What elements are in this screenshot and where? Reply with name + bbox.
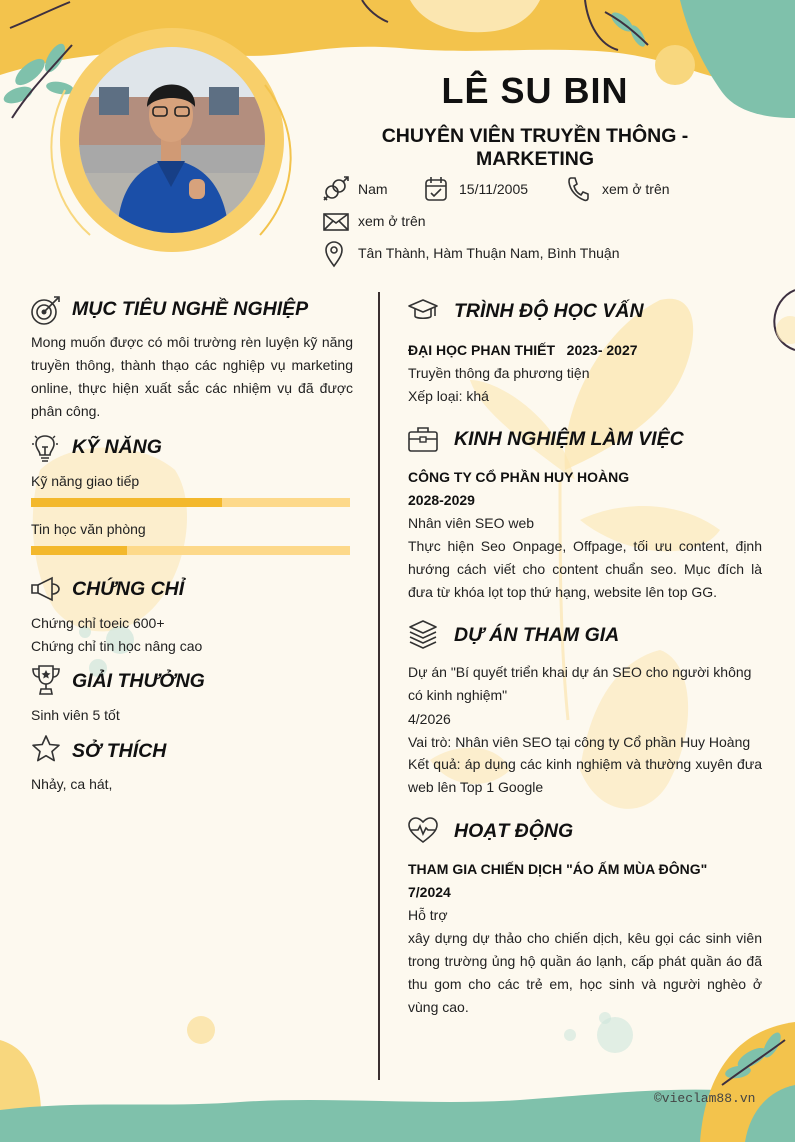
education-rank: Xếp loại: khá bbox=[408, 388, 489, 404]
education-major: Truyền thông đa phương tiện bbox=[408, 365, 590, 381]
skill-bar-fill bbox=[31, 546, 127, 555]
experience-company: CÔNG TY CỔ PHẦN HUY HOÀNG bbox=[408, 469, 630, 485]
section-title-projects: DỰ ÁN THAM GIA bbox=[454, 624, 620, 646]
section-title-activities: HOẠT ĐỘNG bbox=[454, 820, 574, 842]
avatar bbox=[79, 47, 265, 233]
section-title-hobbies: SỞ THÍCH bbox=[72, 740, 167, 762]
section-title-objective: MỤC TIÊU NGHỀ NGHIỆP bbox=[72, 298, 309, 320]
target-icon bbox=[30, 294, 62, 326]
skill-bar bbox=[31, 546, 350, 555]
section-title-certificates: CHỨNG CHỈ bbox=[72, 578, 185, 600]
calendar-icon bbox=[424, 176, 448, 202]
section-title-education: TRÌNH ĐỘ HỌC VẤN bbox=[454, 300, 644, 322]
portrait-photo bbox=[79, 47, 265, 233]
award-item: Sinh viên 5 tốt bbox=[31, 707, 120, 723]
skill-bar-fill bbox=[31, 498, 222, 507]
education-school bbox=[408, 342, 638, 358]
job-title: CHUYÊN VIÊN TRUYỀN THÔNG - MARKETING bbox=[381, 125, 689, 170]
education-period: 2023- 2027 bbox=[566, 342, 638, 358]
layers-icon bbox=[407, 618, 439, 650]
activity-role: Hỗ trợ bbox=[408, 907, 448, 923]
activity-description: xây dựng dự thảo cho chiến dịch, kêu gọi các sinh viên trong trường ủng hộ quần áo lạnh, cấp phát quần áo đã thu gom cho các trẻ em, học sinh và người nghèo ở vùng cao. bbox=[408, 930, 762, 1015]
location-icon bbox=[323, 240, 345, 268]
phone-value: xem ở trên bbox=[602, 181, 670, 197]
birthday-value: 15/11/2005 bbox=[459, 181, 529, 197]
activity-name: THAM GIA CHIẾN DỊCH "ÁO ẤM MÙA ĐÔNG" bbox=[408, 861, 708, 877]
skill-label: Kỹ năng giao tiếp bbox=[31, 473, 140, 489]
briefcase-icon bbox=[407, 425, 439, 453]
experience-description: Thực hiện Seo Onpage, Offpage, tối ưu content, định hướng cách viết cho content chuẩn seo. Mục đích là đưa từ khóa lọt top thứ hạng, website lên top GG. bbox=[408, 538, 762, 600]
trophy-icon bbox=[31, 664, 61, 696]
mail-icon bbox=[322, 212, 350, 232]
star-icon bbox=[31, 734, 61, 764]
project-result: Kết quả: áp dụng các kinh nghiệm và thường xuyên đưa web lên Top 1 Google bbox=[408, 756, 762, 795]
gender-icon bbox=[322, 176, 350, 202]
column-divider bbox=[378, 292, 380, 1080]
activity-date: 7/2024 bbox=[408, 884, 451, 900]
project-role: Vai trò: Nhân viên SEO tại công ty Cổ phần Huy Hoàng bbox=[408, 734, 751, 750]
certificate-item: Chứng chỉ toeic 600+ bbox=[31, 615, 165, 631]
school-name: ĐẠI HỌC PHAN THIẾT bbox=[408, 342, 555, 358]
section-title-experience: KINH NGHIỆM LÀM VIỆC bbox=[454, 428, 684, 450]
phone-icon bbox=[566, 176, 590, 202]
gender-value: Nam bbox=[358, 181, 388, 197]
lightbulb-icon bbox=[31, 433, 59, 463]
experience-period: 2028-2029 bbox=[408, 492, 475, 508]
email-value: xem ở trên bbox=[358, 213, 426, 229]
watermark: ©vieclam88.vn bbox=[654, 1091, 756, 1106]
section-title-skills: KỸ NĂNG bbox=[72, 436, 162, 458]
graduation-cap-icon bbox=[407, 298, 439, 324]
hobbies-text: Nhảy, ca hát, bbox=[31, 776, 113, 792]
experience-position: Nhân viên SEO web bbox=[408, 515, 535, 531]
project-name: Dự án "Bí quyết triển khai dự án SEO cho người không có kinh nghiệm" bbox=[408, 664, 752, 703]
heartbeat-icon bbox=[407, 816, 439, 844]
address-value: Tân Thành, Hàm Thuận Nam, Bình Thuận bbox=[358, 245, 620, 261]
objective-text: Mong muốn được có môi trường rèn luyện kỹ năng truyền thông, thành thạo các nghiệp vụ marketing online, thực hiện xuất sắc các nhiệm vụ đã được phân công. bbox=[31, 334, 353, 419]
skill-label: Tin học văn phòng bbox=[31, 521, 146, 537]
certificate-item: Chứng chỉ tin học nâng cao bbox=[31, 638, 203, 654]
skill-bar bbox=[31, 498, 350, 507]
project-date: 4/2026 bbox=[408, 711, 451, 727]
certificate-icon bbox=[30, 576, 62, 602]
section-title-awards: GIẢI THƯỞNG bbox=[72, 670, 205, 692]
full-name: LÊ SU BIN bbox=[441, 70, 629, 111]
